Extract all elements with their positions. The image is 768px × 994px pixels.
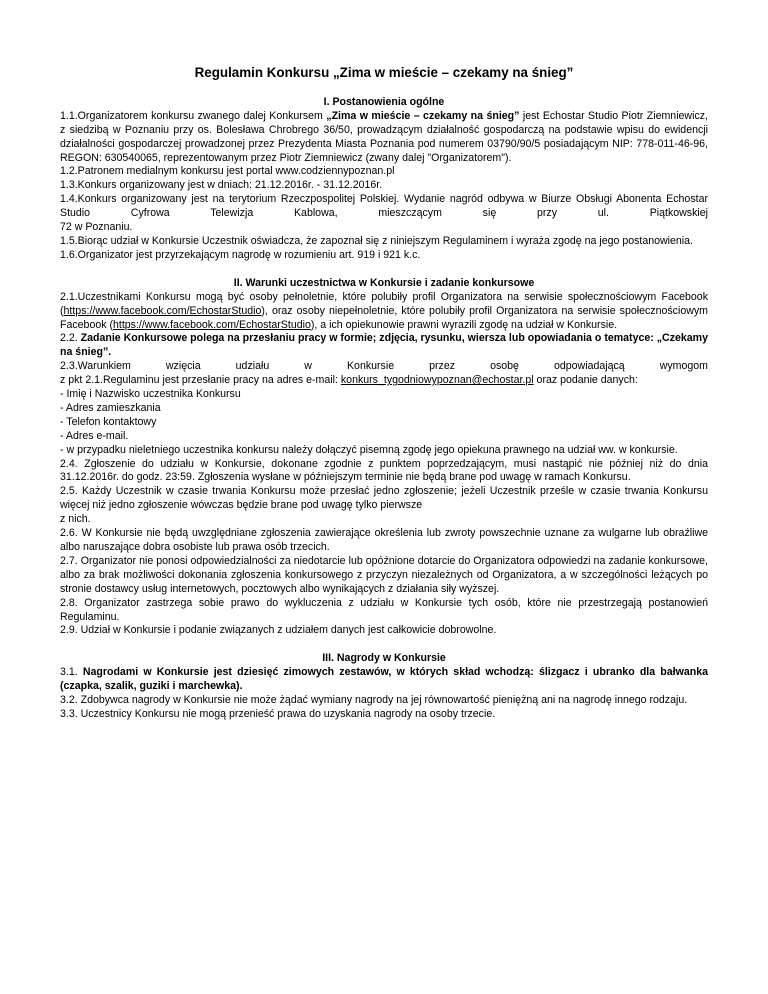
paragraph-1-1: 1.1.Organizatorem konkursu zwanego dalej Konkursem „Zima w mieście – czekamy na śnieg” jest Echostar Studio Piotr Ziemniewicz, z siedzibą w Poznaniu przy os. Bolesława Chrobrego 36/50, prowadzącym działalność gospodarczą na podstawie wpisu do ewidencji działalności gospodarczej prowadzonej przez Prezydenta Miasta Poznania pod numerem 03790/90/5 posiadającym NIP: 778-011-46-96, REGON: 630540065, reprezentowanym przez Piotr Ziemniewicz (zwany dalej "Organizatorem"). [60,109,708,164]
facebook-link-1[interactable]: https://www.facebook.com/EchostarStudio [63,304,262,317]
paragraph-2-5: 2.5. Każdy Uczestnik w czasie trwania Konkursu może przesłać jedno zgłoszenie; jeżeli Uczestnik prześle w czasie trwania Konkursu więcej niż jedno zgłoszenie wówczas będzie brane pod uwagę tylko pierwsze [60,485,708,512]
document-title: Regulamin Konkursu „Zima w mieście – czekamy na śnieg” [194,65,574,80]
list-item: - Adres e-mail. [60,429,129,442]
paragraph-1-2: 1.2.Patronem medialnym konkursu jest portal www.codziennypoznan.pl [60,165,395,178]
paragraph-2-5-cont: z nich. [60,513,91,526]
paragraph-2-3-cont: z pkt 2.1.Regulaminu jest przesłanie pracy na adres e-mail: konkurs_tygodniowypoznan@echostar.pl oraz podanie danych: [60,374,638,387]
paragraph-2-8: 2.8. Organizator zastrzega sobie prawo do wykluczenia z udziału w Konkursie tych osób, które nie przestrzegają postanowień Regulaminu. [60,596,708,623]
section-3-heading: III. Nagrody w Konkursie [322,652,446,665]
paragraph-2-9: 2.9. Udział w Konkursie i podanie związanych z udziałem danych jest całkowicie dobrowolne. [60,624,497,637]
paragraph-2-1: 2.1.Uczestnikami Konkursu mogą być osoby pełnoletnie, które polubiły profil Organizatora na serwisie społecznościowym Facebook (https://www.facebook.com/EchostarStudio), oraz osoby niepełnoletnie, które polubiły profil Organizatora na serwisie społecznościowym Facebook (https://www.facebook.com/EchostarStudio), a ich opiekunowie prawni wyrazili zgodę na udział w Konkursie. [60,290,708,331]
paragraph-3-3: 3.3. Uczestnicy Konkursu nie mogą przenieść prawa do uzyskania nagrody na osoby trzecie. [60,707,496,720]
paragraph-1-6: 1.6.Organizator jest przyrzekającym nagrodę w rozumieniu art. 919 i 921 k.c. [60,248,421,261]
paragraph-2-4: 2.4. Zgłoszenie do udziału w Konkursie, dokonane zgodnie z punktem poprzedzającym, musi nastąpić nie później niż do dnia 31.12.2016r. do godz. 23:59. Zgłoszenia wysłane w późniejszym terminie nie będą brane pod uwagę w ramach Konkursu. [60,457,708,484]
paragraph-1-5: 1.5.Biorąc udział w Konkursie Uczestnik oświadcza, że zapoznał się z niniejszym Regulaminem i wyraża zgodę na jego postanowienia. [60,234,693,247]
paragraph-1-3: 1.3.Konkurs organizowany jest w dniach: 21.12.2016r. - 31.12.2016r. [60,179,383,192]
list-item: - Adres zamieszkania [60,401,161,414]
paragraph-2-6: 2.6. W Konkursie nie będą uwzględniane zgłoszenia zawierające określenia lub zwroty powszechnie uznane za wulgarne lub obraźliwe albo naruszające dobra osobiste lub prawa osób trzecich. [60,527,708,553]
paragraph-3-1: 3.1. Nagrodami w Konkursie jest dziesięć zimowych zestawów, w których skład wchodzą: ślizgacz i ubranko dla bałwanka (czapka, szalik, guziki i marchewka). [60,666,708,693]
list-item: - Telefon kontaktowy [60,415,157,428]
contest-email-link[interactable]: konkurs_tygodniowypoznan@echostar.pl [340,374,534,387]
paragraph-2-3: 2.3.Warunkiem wzięcia udziału w Konkursie przez osobę odpowiadającą wymogom [60,360,708,373]
paragraph-1-4: 1.4.Konkurs organizowany jest na terytorium Rzeczpospolitej Polskiej. Wydanie nagród odbywa w Biurze Obsługi Abonenta Echostar Studio Cyfrowa Telewizja Kablowa, mieszczącym się przy ul. Piątkowskiej [60,193,708,220]
section-1-heading: I. Postanowienia ogólne [323,95,445,108]
paragraph-2-2: 2.2. Zadanie Konkursowe polega na przesłaniu pracy w formie; zdjęcia, rysunku, wiersza lub opowiadania o tematyce: „Czekamy na śnieg”. [60,332,708,359]
facebook-link-2[interactable]: https://www.facebook.com/EchostarStudio [113,318,311,331]
paragraph-3-2: 3.2. Zdobywca nagrody w Konkursie nie może żądać wymiany nagrody na jej równowartość pieniężną ani na nagrodę innego rodzaju. [60,694,688,707]
section-2-heading: II. Warunki uczestnictwa w Konkursie i zadanie konkursowe [233,276,535,289]
paragraph-2-7: 2.7. Organizator nie ponosi odpowiedzialności za niedotarcie lub opóźnione dotarcie do Organizatora odpowiedzi na zadanie konkursowe, albo za brak możliwości dokonania zgłoszenia konkursowego z przyczyn niezależnych od Organizatora, a w szczególności leżących po stronie dostawcy usług internetowych, pocztowych albo wynikających z działania siły wyższej. [60,554,708,595]
list-item: - w przypadku nieletniego uczestnika konkursu należy dołączyć pisemną zgodę jego opiekuna prawnego na udział ww. w konkursie. [60,443,678,456]
list-item: - Imię i Nazwisko uczestnika Konkursu [60,388,241,401]
paragraph-1-4-cont: 72 w Poznaniu. [60,221,133,234]
